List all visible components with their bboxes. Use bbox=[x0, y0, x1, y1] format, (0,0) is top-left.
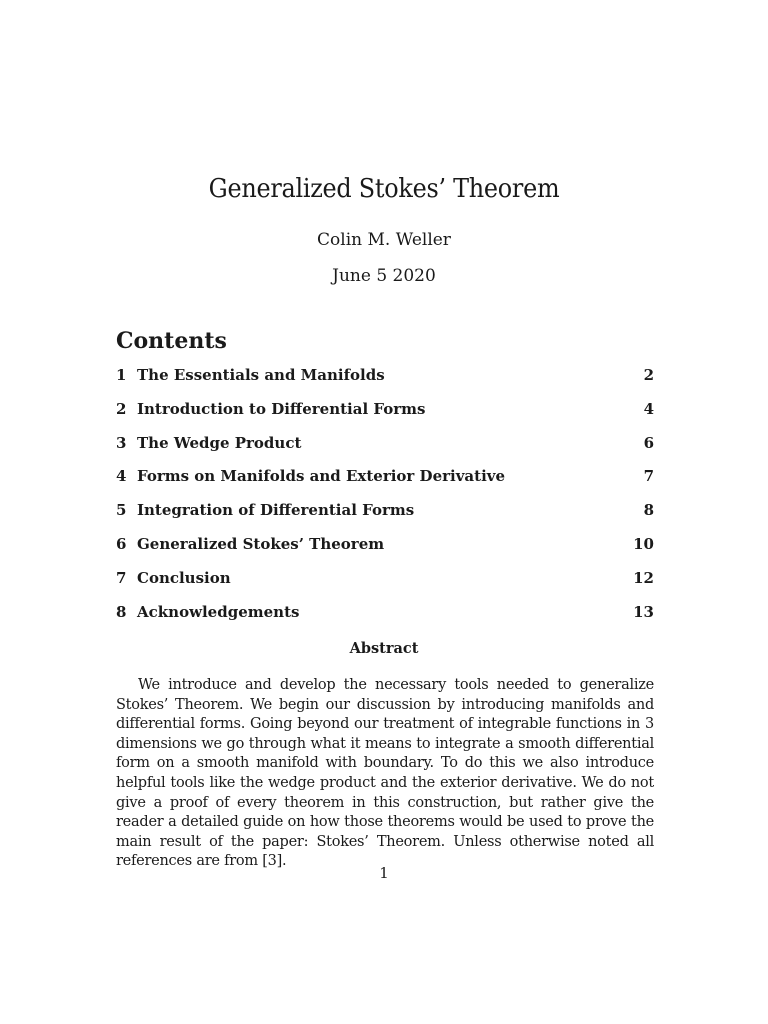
page-number: 1 bbox=[379, 864, 389, 882]
toc-entry-number: 2 bbox=[116, 399, 127, 418]
contents-heading: Contents bbox=[116, 328, 227, 354]
toc-entry-title: Introduction to Differential Forms bbox=[137, 399, 426, 418]
toc-entry-number: 6 bbox=[116, 534, 127, 553]
toc-entry-page: 6 bbox=[643, 433, 654, 452]
toc-entry-page: 7 bbox=[643, 467, 654, 486]
toc-entry-page: 8 bbox=[643, 501, 654, 520]
author-name: Colin M. Weller bbox=[317, 230, 451, 250]
table-of-contents bbox=[116, 366, 654, 636]
toc-entry-title: Conclusion bbox=[137, 568, 231, 587]
toc-entry-title: Generalized Stokes’ Theorem bbox=[137, 534, 385, 553]
toc-entry[interactable] bbox=[116, 366, 654, 400]
toc-entry-number: 4 bbox=[116, 467, 127, 486]
toc-entry-page: 4 bbox=[643, 399, 654, 418]
abstract-body: We introduce and develop the necessary tools needed to generalize Stokes’ Theorem. We begin our discussion by introducing manifolds and differential forms. Going beyond our treatment of integrable functions in 3 dimensions we go through what it means to integrate a smooth differential form on a smooth manifold with boundary. To do this we also introduce helpful tools like the wedge product and the exterior derivative. We do not give a proof of every theorem in this construction, but rather give the reader a detailed guide on how those theorems would be used to prove the main result of the paper: Stokes’ Theorem. Unless otherwise noted all references are from [3]. bbox=[116, 677, 654, 870]
paper-title: Generalized Stokes’ Theorem bbox=[208, 174, 560, 204]
publication-date: June 5 2020 bbox=[332, 266, 436, 286]
toc-entry-page: 2 bbox=[643, 366, 654, 384]
toc-entry[interactable] bbox=[116, 400, 654, 434]
toc-entry-title: The Wedge Product bbox=[137, 433, 302, 452]
toc-entry[interactable] bbox=[116, 569, 654, 603]
toc-entry-title: Acknowledgements bbox=[137, 602, 300, 621]
toc-entry[interactable] bbox=[116, 603, 654, 637]
toc-entry[interactable] bbox=[116, 535, 654, 569]
toc-entry-page: 13 bbox=[633, 602, 654, 621]
toc-entry-number: 3 bbox=[116, 433, 127, 452]
toc-entry-title: Forms on Manifolds and Exterior Derivative bbox=[137, 467, 506, 486]
toc-entry-number: 5 bbox=[116, 501, 127, 520]
toc-entry[interactable] bbox=[116, 434, 654, 468]
toc-entry[interactable] bbox=[116, 501, 654, 535]
toc-entry-title: The Essentials and Manifolds bbox=[137, 366, 385, 384]
toc-entry-number: 7 bbox=[116, 568, 127, 587]
toc-entry[interactable] bbox=[116, 467, 654, 501]
abstract-heading: Abstract bbox=[349, 640, 419, 657]
toc-entry-page: 10 bbox=[633, 534, 654, 553]
toc-entry-page: 12 bbox=[633, 568, 654, 587]
toc-entry-title: Integration of Differential Forms bbox=[137, 501, 415, 520]
toc-entry-number: 1 bbox=[116, 366, 127, 384]
toc-entry-number: 8 bbox=[116, 602, 127, 621]
